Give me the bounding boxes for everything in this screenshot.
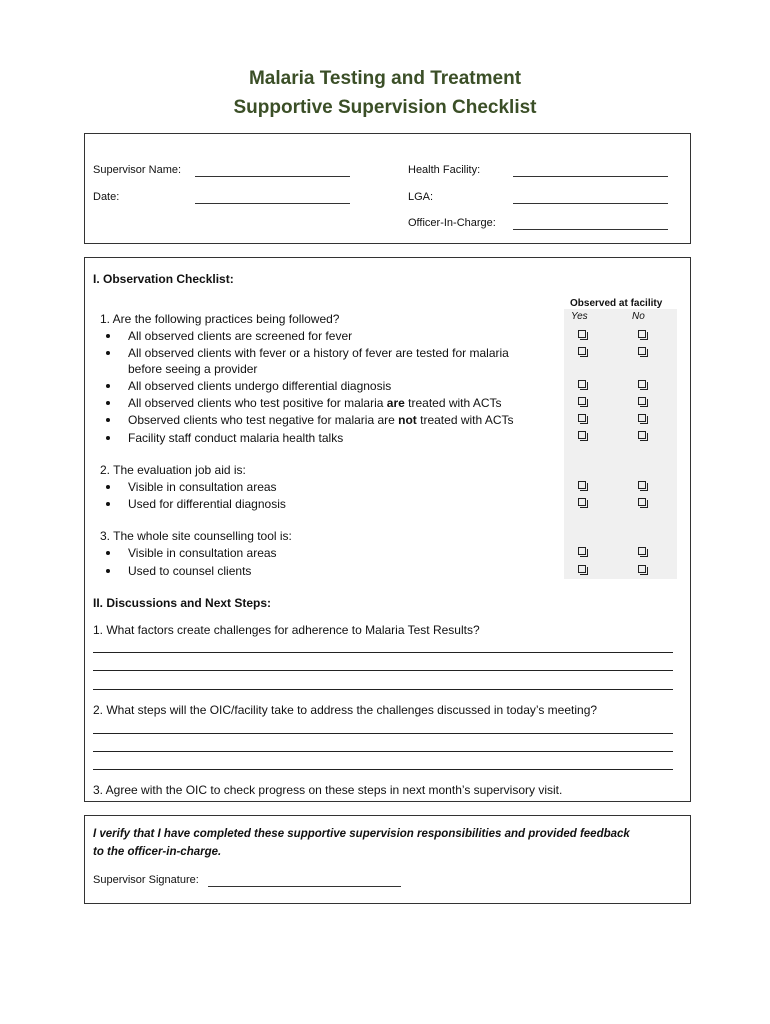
q1-item-1-yes-checkbox[interactable] (578, 330, 586, 338)
q1-item-6: Facility staff conduct malaria health talks (128, 431, 344, 445)
q1-item-1-no-checkbox[interactable] (638, 330, 646, 338)
q3-item-2-yes-checkbox[interactable] (578, 565, 586, 573)
question-1: 1. Are the following practices being followed? (100, 312, 340, 326)
answer-line[interactable] (93, 670, 673, 671)
bullet (106, 418, 110, 422)
verification-line-1: I verify that I have completed these supportive supervision responsibilities and provided feedback (93, 828, 630, 840)
q1-item-2: All observed clients with fever or a history of fever are tested for malaria (128, 346, 509, 360)
title-line-2: Supportive Supervision Checklist (233, 97, 537, 118)
date-label: Date: (93, 191, 120, 203)
lga-label: LGA: (408, 191, 434, 203)
q1-item-4-no-checkbox[interactable] (638, 397, 646, 405)
discussion-question-3: 3. Agree with the OIC to check progress on these steps in next month’s supervisory visit. (93, 783, 563, 797)
q1-item-2-no-checkbox[interactable] (638, 347, 646, 355)
answer-line[interactable] (93, 751, 673, 752)
q3-item-2: Used to counsel clients (128, 564, 252, 578)
verification-line-2: to the officer-in-charge. (93, 846, 222, 858)
officer-in-charge-field[interactable] (513, 229, 668, 230)
signature-field[interactable] (208, 886, 401, 887)
answer-line[interactable] (93, 769, 673, 770)
question-2: 2. The evaluation job aid is: (100, 463, 246, 477)
lga-field[interactable] (513, 203, 668, 204)
bullet (106, 351, 110, 355)
q1-item-6-no-checkbox[interactable] (638, 431, 646, 439)
answer-line[interactable] (93, 689, 673, 690)
bullet (106, 569, 110, 573)
q1-item-6-yes-checkbox[interactable] (578, 431, 586, 439)
bullet (106, 401, 110, 405)
q3-item-2-no-checkbox[interactable] (638, 565, 646, 573)
q1-item-2-continued: before seeing a provider (128, 362, 258, 376)
no-column-header: No (632, 311, 645, 322)
header-box (84, 133, 691, 244)
q3-item-1-yes-checkbox[interactable] (578, 547, 586, 555)
supervisor-name-label: Supervisor Name: (93, 164, 182, 176)
question-3: 3. The whole site counselling tool is: (100, 529, 292, 543)
q2-item-2-yes-checkbox[interactable] (578, 498, 586, 506)
health-facility-field[interactable] (513, 176, 668, 177)
q3-item-1: Visible in consultation areas (128, 546, 277, 560)
discussion-question-1: 1. What factors create challenges for adherence to Malaria Test Results? (93, 623, 480, 637)
q2-item-1-yes-checkbox[interactable] (578, 481, 586, 489)
observation-heading: I. Observation Checklist: (93, 272, 234, 286)
signature-label: Supervisor Signature: (93, 874, 199, 886)
answer-line[interactable] (93, 652, 673, 653)
q1-item-4: All observed clients who test positive for malaria are treated with ACTs (128, 396, 502, 410)
q1-item-3: All observed clients undergo differential diagnosis (128, 379, 392, 393)
q1-item-4-yes-checkbox[interactable] (578, 397, 586, 405)
title-line-1: Malaria Testing and Treatment (248, 68, 522, 89)
yes-column-header: Yes (571, 311, 588, 322)
q1-item-5: Observed clients who test negative for malaria are not treated with ACTs (128, 413, 514, 427)
observed-at-facility-header: Observed at facility (570, 298, 663, 309)
q1-item-1: All observed clients are screened for fever (128, 329, 353, 343)
q1-item-3-yes-checkbox[interactable] (578, 380, 586, 388)
bullet (106, 436, 110, 440)
q1-item-5-no-checkbox[interactable] (638, 414, 646, 422)
q2-item-1: Visible in consultation areas (128, 480, 277, 494)
answer-line[interactable] (93, 733, 673, 734)
bullet (106, 551, 110, 555)
q2-item-2-no-checkbox[interactable] (638, 498, 646, 506)
bullet (106, 485, 110, 489)
q3-item-1-no-checkbox[interactable] (638, 547, 646, 555)
discussion-question-2: 2. What steps will the OIC/facility take to address the challenges discussed in today’s meeting? (93, 703, 598, 717)
supervisor-name-field[interactable] (195, 176, 350, 177)
q2-item-1-no-checkbox[interactable] (638, 481, 646, 489)
bullet (106, 334, 110, 338)
q1-item-2-yes-checkbox[interactable] (578, 347, 586, 355)
bullet (106, 502, 110, 506)
q1-item-3-no-checkbox[interactable] (638, 380, 646, 388)
q2-item-2: Used for differential diagnosis (128, 497, 286, 511)
health-facility-label: Health Facility: (408, 164, 481, 176)
bullet (106, 384, 110, 388)
officer-in-charge-label: Officer-In-Charge: (408, 217, 496, 229)
discussion-heading: II. Discussions and Next Steps: (93, 596, 272, 610)
date-field[interactable] (195, 203, 350, 204)
q1-item-5-yes-checkbox[interactable] (578, 414, 586, 422)
